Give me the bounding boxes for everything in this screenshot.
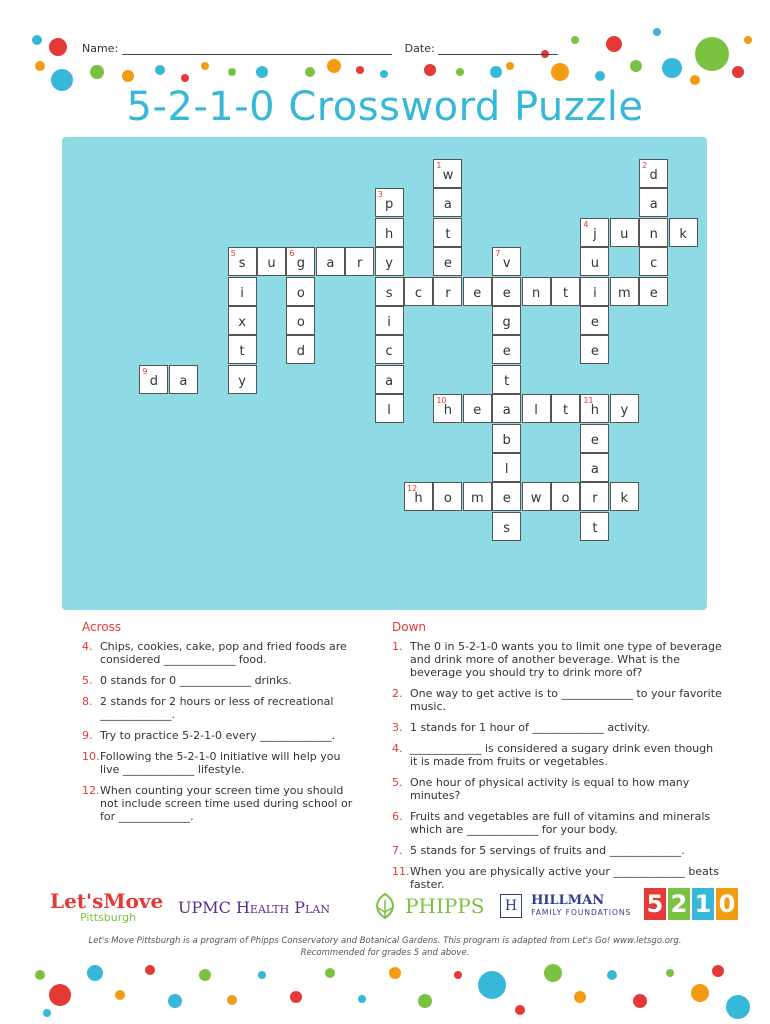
cell-letter: y — [238, 373, 246, 389]
leaf-icon — [370, 892, 400, 920]
clue-text: When you are physically active your _____________ beats faster. — [410, 865, 719, 891]
clue-item — [82, 784, 357, 823]
crossword-cell[interactable] — [286, 247, 315, 276]
clue-text: One way to get active is to _____________ to your favorite music. — [410, 687, 722, 713]
cell-letter: g — [502, 315, 511, 330]
cell-letter: a — [326, 256, 335, 272]
clue-number: 11. — [392, 865, 410, 878]
crossword-cell[interactable] — [492, 394, 521, 423]
cell-letter: s — [503, 520, 511, 536]
phipps-logo: PHIPPS — [370, 892, 485, 920]
cell-letter: j — [593, 226, 597, 242]
crossword-cell[interactable] — [463, 394, 492, 423]
clue-item — [82, 674, 357, 687]
crossword-cell[interactable] — [522, 394, 551, 423]
crossword-cell[interactable] — [669, 218, 698, 247]
clue-number: 6 — [289, 249, 295, 259]
cell-letter: r — [592, 491, 598, 507]
clue-text: Chips, cookies, cake, pop and fried foods are considered _____________ food. — [100, 640, 347, 666]
crossword-cell[interactable] — [639, 159, 668, 188]
cell-letter: a — [590, 462, 599, 477]
crossword-cell[interactable] — [286, 306, 315, 335]
crossword-cell[interactable] — [522, 277, 551, 306]
crossword-cell[interactable] — [228, 247, 257, 276]
crossword-cell[interactable] — [375, 306, 404, 335]
clue-text: When counting your screen time you should not include screen time used during school or for _____________. — [100, 784, 353, 823]
crossword-cell[interactable] — [228, 277, 257, 306]
clue-item — [392, 844, 722, 857]
cell-letter: s — [385, 285, 393, 301]
down-clues — [392, 620, 722, 899]
cell-letter: h — [590, 403, 600, 419]
cell-letter: i — [387, 315, 391, 330]
cell-letter: a — [179, 373, 188, 389]
crossword-cell[interactable] — [522, 482, 551, 511]
crossword-cell[interactable] — [492, 277, 521, 306]
cell-letter: e — [443, 256, 452, 272]
clue-number: 12 — [407, 484, 418, 494]
crossword-cell[interactable] — [492, 424, 521, 453]
crossword-cell[interactable] — [228, 306, 257, 335]
crossword-cell[interactable] — [492, 335, 521, 364]
crossword-cell[interactable] — [551, 394, 580, 423]
clue-number: 2. — [392, 687, 403, 700]
cell-letter: p — [384, 197, 394, 213]
across-clues — [82, 620, 357, 831]
crossword-cell[interactable] — [375, 218, 404, 247]
name-label: Name: — [82, 42, 119, 55]
clue-number: 3. — [392, 721, 403, 734]
clue-text: 2 stands for 2 hours or less of recreational _____________. — [100, 695, 334, 721]
crossword-cell[interactable] — [492, 247, 521, 276]
crossword-cell[interactable] — [345, 247, 374, 276]
crossword-cell[interactable] — [610, 394, 639, 423]
cell-letter: s — [238, 256, 246, 272]
cell-letter: d — [149, 373, 159, 389]
clue-text: One hour of physical activity is equal to how many minutes? — [410, 776, 690, 802]
clue-number: 6. — [392, 810, 403, 823]
crossword-cell[interactable] — [551, 277, 580, 306]
crossword-cell[interactable] — [433, 482, 462, 511]
clue-number: 7. — [392, 844, 403, 857]
crossword-cell[interactable] — [639, 247, 668, 276]
crossword-cell[interactable] — [492, 482, 521, 511]
clue-text: 5 stands for 5 servings of fruits and _____________. — [410, 844, 685, 857]
clue-number: 4 — [583, 219, 589, 229]
clue-text: The 0 in 5-2-1-0 wants you to limit one type of beverage and drink more of another beverage. What is the beverage you should try to drink more of? — [410, 640, 722, 679]
clue-item — [82, 729, 357, 742]
crossword-cell[interactable] — [639, 188, 668, 217]
cell-letter: n — [649, 226, 658, 242]
cell-letter: a — [649, 197, 658, 213]
cell-letter: v — [502, 256, 511, 272]
clue-number: 10. — [82, 750, 100, 763]
cell-letter: t — [562, 403, 569, 419]
cell-letter: b — [502, 432, 511, 448]
logo-digit: 0 — [716, 888, 738, 920]
crossword-cell[interactable] — [492, 512, 521, 541]
cell-letter: r — [445, 285, 451, 301]
cell-letter: e — [649, 285, 658, 301]
5210-logo — [644, 888, 740, 920]
clue-item — [392, 687, 722, 713]
clue-number: 7 — [495, 249, 501, 259]
cell-letter: h — [443, 403, 453, 419]
cell-letter: i — [240, 285, 244, 301]
cell-letter: w — [530, 491, 542, 507]
crossword-cell[interactable] — [404, 482, 433, 511]
cell-letter: e — [502, 344, 511, 360]
cell-letter: t — [592, 520, 598, 536]
footer-line-1: Let's Move Pittsburgh is a program of Phipps Conservatory and Botanical Gardens. This program is adapted from Let's Go! www.letsgo.org. — [88, 936, 682, 946]
crossword-cell[interactable] — [257, 247, 286, 276]
crossword-cell[interactable] — [286, 277, 315, 306]
name-blank[interactable] — [122, 42, 392, 55]
crossword-cell[interactable] — [375, 188, 404, 217]
cell-letter: x — [238, 315, 246, 330]
crossword-cell[interactable] — [580, 424, 609, 453]
cell-letter: e — [502, 491, 511, 507]
cell-letter: d — [296, 344, 306, 360]
crossword-cell[interactable] — [580, 218, 609, 247]
cell-letter: t — [239, 344, 245, 360]
crossword-cell[interactable] — [375, 247, 404, 276]
cell-letter: l — [534, 403, 538, 419]
cell-letter: n — [531, 285, 541, 301]
cell-letter: u — [620, 226, 629, 242]
cell-letter: o — [296, 285, 305, 301]
crossword-cell[interactable] — [316, 247, 345, 276]
logo-digit: 5 — [644, 888, 666, 920]
footer-line-2: Recommended for grades 5 and above. — [300, 948, 470, 958]
cell-letter: o — [443, 491, 452, 507]
crossword-cell[interactable] — [639, 218, 668, 247]
cell-letter: y — [385, 256, 393, 272]
clue-text: Following the 5-2-1-0 initiative will help you live _____________ lifestyle. — [100, 750, 341, 776]
crossword-cell[interactable] — [404, 277, 433, 306]
cell-letter: u — [267, 256, 276, 272]
clue-text: 0 stands for 0 _____________ drinks. — [100, 674, 292, 687]
crossword-cell[interactable] — [580, 453, 609, 482]
clue-number: 11 — [583, 396, 594, 406]
decorative-dots-bottom — [0, 955, 770, 1024]
crossword-cell[interactable] — [463, 482, 492, 511]
cell-letter: t — [504, 373, 510, 389]
clue-item — [82, 750, 357, 776]
crossword-cell[interactable] — [580, 335, 609, 364]
cell-letter: y — [620, 403, 629, 419]
clue-item — [392, 776, 722, 802]
cell-letter: a — [385, 373, 394, 389]
clue-number: 1. — [392, 640, 403, 653]
clue-number: 10 — [436, 396, 447, 406]
crossword-cell[interactable] — [463, 277, 492, 306]
crossword-cell[interactable] — [580, 306, 609, 335]
cell-letter: t — [562, 285, 569, 301]
cell-letter: r — [357, 256, 363, 272]
cell-letter: e — [590, 315, 599, 330]
crossword-cell[interactable] — [610, 218, 639, 247]
clue-number: 2 — [642, 161, 648, 170]
date-label: Date: — [404, 42, 435, 55]
crossword-cell[interactable] — [169, 365, 198, 394]
upmc-logo: UPMC Health Plan — [178, 898, 330, 917]
logo-digit: 2 — [668, 888, 690, 920]
cell-letter: m — [470, 491, 484, 507]
crossword-cell[interactable] — [492, 306, 521, 335]
clue-item — [392, 640, 722, 679]
clue-number: 5. — [82, 674, 93, 687]
cell-letter: e — [502, 285, 511, 301]
clue-number: 3 — [377, 190, 383, 200]
down-heading: Down — [392, 620, 427, 634]
cell-letter: w — [442, 168, 454, 183]
crossword-cell[interactable] — [433, 247, 462, 276]
cell-letter: c — [650, 256, 658, 272]
clue-number: 9. — [82, 729, 93, 742]
crossword-cell[interactable] — [492, 365, 521, 394]
clue-item — [392, 721, 722, 734]
clue-number: 5 — [230, 249, 236, 259]
clue-item — [82, 640, 357, 666]
cell-letter: o — [296, 315, 305, 330]
clue-item — [82, 695, 357, 721]
letsmove-logo: Let'sMove Pittsburgh — [50, 889, 164, 924]
clue-number: 5. — [392, 776, 403, 789]
cell-letter: i — [593, 285, 597, 301]
logo-digit: 1 — [692, 888, 714, 920]
crossword-cell[interactable] — [286, 335, 315, 364]
cell-letter: g — [296, 256, 306, 272]
cell-letter: l — [504, 462, 509, 477]
cell-letter: e — [473, 285, 482, 301]
cell-letter: o — [561, 491, 570, 507]
name-date-line — [82, 42, 558, 55]
crossword-cell[interactable] — [139, 365, 168, 394]
crossword-cell[interactable] — [580, 512, 609, 541]
crossword-cell[interactable] — [433, 188, 462, 217]
cell-letter: c — [385, 344, 393, 360]
cell-letter: d — [649, 168, 658, 183]
crossword-cell[interactable] — [375, 335, 404, 364]
crossword-cell[interactable] — [228, 365, 257, 394]
crossword-cell[interactable] — [375, 277, 404, 306]
crossword-cell[interactable] — [610, 482, 639, 511]
crossword-cell[interactable] — [433, 277, 462, 306]
across-heading: Across — [82, 620, 122, 634]
cell-letter: e — [590, 344, 599, 360]
clue-text: Try to practice 5-2-1-0 every _____________. — [100, 729, 336, 742]
clue-item — [392, 810, 722, 836]
cell-letter: h — [384, 226, 394, 242]
clue-number: 9 — [142, 366, 148, 376]
hillman-logo: H HILLMAN FAMILY FOUNDATIONS — [500, 894, 631, 918]
clue-number: 12. — [82, 784, 100, 797]
cell-letter: t — [445, 226, 451, 242]
crossword-cell[interactable] — [375, 394, 404, 423]
clue-text: 1 stands for 1 hour of _____________ activity. — [410, 721, 650, 734]
cell-letter: l — [387, 403, 391, 419]
clue-item — [392, 742, 722, 768]
clue-number: 4. — [392, 742, 403, 755]
cell-letter: k — [679, 226, 687, 242]
clue-text: Fruits and vegetables are full of vitamins and minerals which are _____________ for your body. — [410, 810, 711, 836]
cell-letter: e — [473, 403, 482, 419]
clue-text: _____________ is considered a sugary drink even though it is made from fruits or vegetables. — [410, 742, 714, 768]
clue-number: 8. — [82, 695, 93, 708]
crossword-cell[interactable] — [580, 277, 609, 306]
crossword-cell[interactable] — [580, 394, 609, 423]
crossword-cell[interactable] — [492, 453, 521, 482]
crossword-cell[interactable] — [375, 365, 404, 394]
crossword-cell[interactable] — [228, 335, 257, 364]
page-title: 5-2-1-0 Crossword Puzzle — [126, 84, 644, 130]
cell-letter: u — [590, 256, 600, 272]
cell-letter: m — [617, 285, 631, 301]
cell-letter: k — [620, 491, 629, 507]
sponsor-logos — [50, 888, 736, 928]
crossword-cell[interactable] — [610, 277, 639, 306]
crossword-cell[interactable] — [639, 277, 668, 306]
cell-letter: a — [502, 403, 511, 419]
cell-letter: h — [414, 491, 423, 507]
clue-number: 4. — [82, 640, 93, 653]
cell-letter: e — [590, 432, 599, 448]
crossword-cell[interactable] — [433, 159, 462, 188]
crossword-cell[interactable] — [433, 394, 462, 423]
cell-letter: c — [414, 285, 423, 301]
date-blank[interactable] — [438, 42, 558, 55]
crossword-cell[interactable] — [580, 247, 609, 276]
clue-number: 1 — [436, 161, 442, 170]
crossword-cell[interactable] — [433, 218, 462, 247]
cell-letter: a — [443, 197, 452, 213]
crossword-cell[interactable] — [551, 482, 580, 511]
crossword-cell[interactable] — [580, 482, 609, 511]
